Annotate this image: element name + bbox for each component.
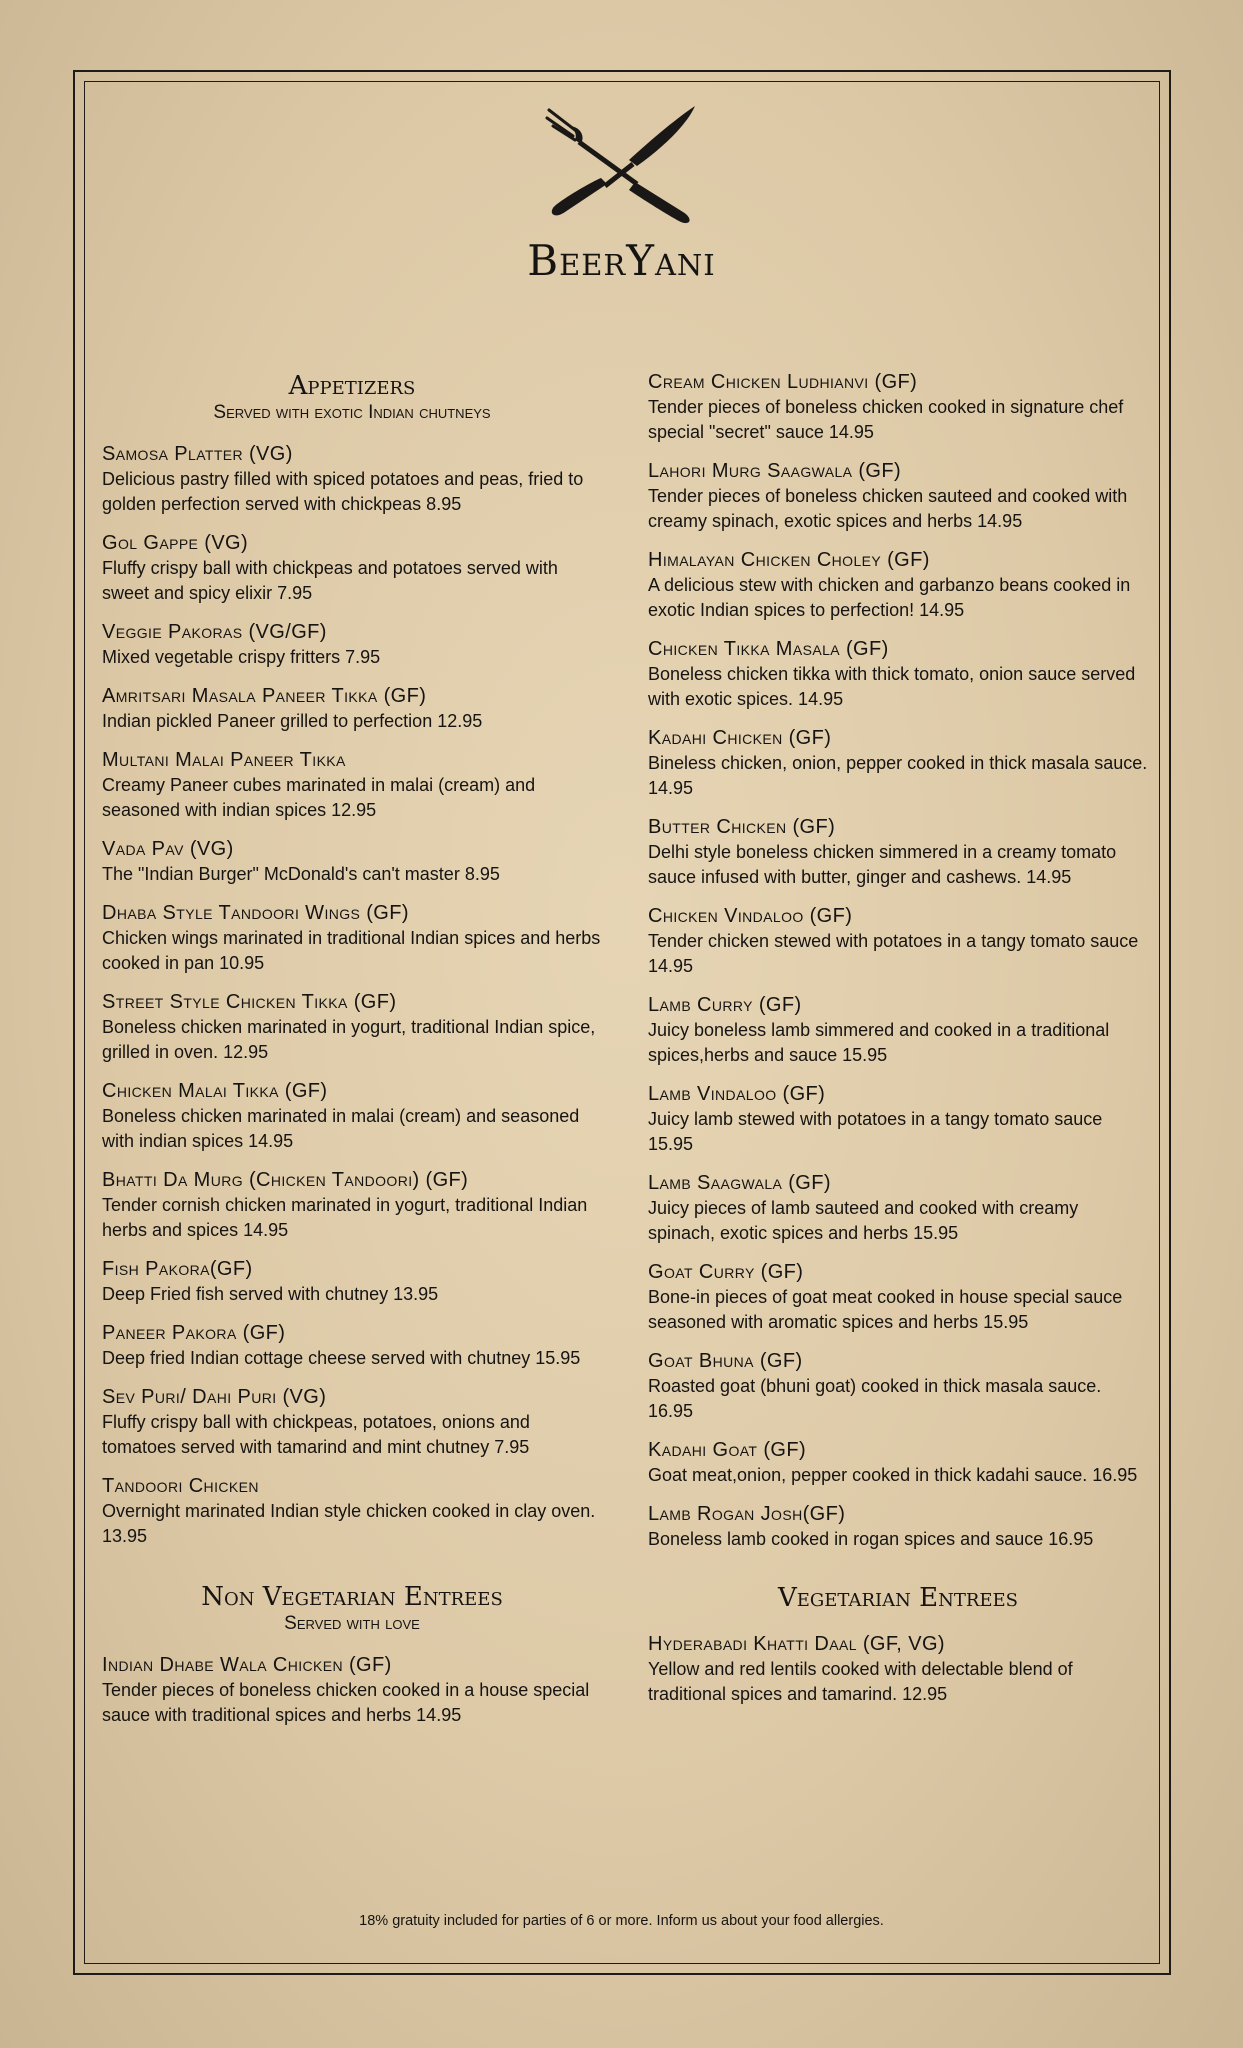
menu-item-description: Delhi style boneless chicken simmered in a creamy tomato sauce infused with butter, ginger and cashews. 14.95	[648, 842, 1117, 887]
menu-item	[102, 620, 602, 670]
menu-item-description: Tender pieces of boneless chicken cooked in signature chef special "secret" sauce 14.95	[648, 397, 1124, 442]
menu-item	[648, 1632, 1148, 1707]
menu-item-name: Goat Bhuna (GF)	[648, 1350, 803, 1372]
menu-item-name: Himalayan Chicken Choley (GF)	[648, 549, 930, 571]
left-column	[102, 370, 602, 1742]
section-subtitle-non-veg: Served with love	[284, 1613, 420, 1634]
menu-item	[102, 1079, 602, 1154]
menu-item	[648, 1082, 1148, 1157]
menu-item	[648, 993, 1148, 1068]
menu-item-description: Chicken wings marinated in traditional Indian spices and herbs cooked in pan 10.95	[102, 928, 601, 973]
menu-item-name: Chicken Vindaloo (GF)	[648, 905, 853, 927]
crossed-fork-knife-icon	[545, 104, 697, 228]
menu-item-description: Juicy boneless lamb simmered and cooked in a traditional spices,herbs and sauce 15.95	[648, 1020, 1110, 1065]
menu-item-name: Lamb Vindaloo (GF)	[648, 1083, 826, 1105]
menu-item	[648, 1438, 1148, 1488]
menu-item	[102, 748, 602, 823]
menu-item-name: Bhatti Da Murg (Chicken Tandoori) (GF)	[102, 1169, 469, 1191]
menu-item-name: Amritsari Masala Paneer Tikka (GF)	[102, 685, 427, 707]
menu-item-description: Bineless chicken, onion, pepper cooked in thick masala sauce. 14.95	[648, 753, 1148, 798]
menu-item-description: Creamy Paneer cubes marinated in malai (cream) and seasoned with indian spices 12.95	[102, 775, 536, 820]
menu-item-description: Goat meat,onion, pepper cooked in thick kadahi sauce. 16.95	[648, 1465, 1138, 1485]
menu-item	[102, 1474, 602, 1549]
menu-item	[102, 1168, 602, 1243]
menu-item-name: Gol Gappe (VG)	[102, 532, 249, 554]
menu-item-name: Multani Malai Paneer Tikka	[102, 749, 346, 771]
menu-item-description: A delicious stew with chicken and garbanzo beans cooked in exotic Indian spices to perfection! 14.95	[648, 575, 1131, 620]
menu-item	[648, 370, 1148, 445]
menu-item-description: Fluffy crispy ball with chickpeas and potatoes served with sweet and spicy elixir 7.95	[102, 558, 558, 603]
section-title-appetizers: Appetizers	[288, 371, 416, 401]
menu-item-name: Veggie Pakoras (VG/GF)	[102, 621, 327, 643]
menu-item-name: Paneer Pakora (GF)	[102, 1322, 286, 1344]
menu-item	[102, 684, 602, 734]
menu-item-description: Tender chicken stewed with potatoes in a tangy tomato sauce 14.95	[648, 931, 1139, 976]
menu-item	[648, 1502, 1148, 1552]
menu-item-name: Street Style Chicken Tikka (GF)	[102, 991, 397, 1013]
menu-item-description: Deep Fried fish served with chutney 13.95	[102, 1284, 439, 1304]
menu-item-description: Tender pieces of boneless chicken cooked in a house special sauce with traditional spices and herbs 14.95	[102, 1680, 590, 1725]
section-subtitle-appetizers: Served with exotic Indian chutneys	[213, 402, 491, 423]
menu-item-name: Chicken Malai Tikka (GF)	[102, 1080, 328, 1102]
menu-item	[648, 815, 1148, 890]
menu-item-description: Boneless chicken marinated in yogurt, traditional Indian spice, grilled in oven. 12.95	[102, 1017, 596, 1062]
menu-item-description: Fluffy crispy ball with chickpeas, potatoes, onions and tomatoes served with tamarind and mint chutney 7.95	[102, 1412, 530, 1457]
menu-item-description: Deep fried Indian cottage cheese served with chutney 15.95	[102, 1348, 581, 1368]
menu-item	[648, 726, 1148, 801]
menu-item-description: Yellow and red lentils cooked with delectable blend of traditional spices and tamarind. 12.95	[648, 1659, 1073, 1704]
non-veg-list-right	[648, 370, 1148, 1552]
section-title-non-veg: Non Vegetarian Entrees	[201, 1582, 503, 1612]
menu-item-description: Mixed vegetable crispy fritters 7.95	[102, 647, 381, 667]
menu-item-name: Chicken Tikka Masala (GF)	[648, 638, 889, 660]
menu-item	[102, 1321, 602, 1371]
menu-item-name: Samosa Platter (VG)	[102, 443, 293, 465]
menu-item	[648, 548, 1148, 623]
menu-item-name: Lamb Curry (GF)	[648, 994, 802, 1016]
menu-item-name: Kadahi Chicken (GF)	[648, 727, 832, 749]
menu-item	[648, 459, 1148, 534]
menu-item-description: Boneless chicken tikka with thick tomato, onion sauce served with exotic spices. 14.95	[648, 664, 1136, 709]
right-column	[648, 370, 1148, 1721]
menu-item-name: Kadahi Goat (GF)	[648, 1439, 807, 1461]
menu-item-name: Dhaba Style Tandoori Wings (GF)	[102, 902, 409, 924]
menu-item-description: Overnight marinated Indian style chicken cooked in clay oven. 13.95	[102, 1501, 596, 1546]
menu-item	[648, 1171, 1148, 1246]
menu-item-name: Butter Chicken (GF)	[648, 816, 836, 838]
appetizers-list	[102, 442, 602, 1549]
menu-item-description: Tender cornish chicken marinated in yogurt, traditional Indian herbs and spices 14.95	[102, 1195, 588, 1240]
menu-item-name: Indian Dhabe Wala Chicken (GF)	[102, 1654, 392, 1676]
non-veg-list-left	[102, 1653, 602, 1728]
menu-item-name: Fish Pakora(GF)	[102, 1258, 253, 1280]
menu-item	[648, 1260, 1148, 1335]
menu-item	[102, 901, 602, 976]
menu-item-description: Indian pickled Paneer grilled to perfection 12.95	[102, 711, 483, 731]
menu-item	[648, 1349, 1148, 1424]
menu-item-name: Sev Puri/ Dahi Puri (VG)	[102, 1386, 327, 1408]
restaurant-name: BeerYani	[527, 236, 716, 285]
menu-item	[102, 990, 602, 1065]
menu-item-name: Vada Pav (VG)	[102, 838, 234, 860]
menu-item-description: Delicious pastry filled with spiced potatoes and peas, fried to golden perfection served with chickpeas 8.95	[102, 469, 584, 514]
menu-item	[102, 837, 602, 887]
menu-item	[648, 637, 1148, 712]
menu-item	[102, 1653, 602, 1728]
menu-item	[102, 1257, 602, 1307]
menu-item-name: Hyderabadi Khatti Daal (GF, VG)	[648, 1633, 945, 1655]
menu-item	[648, 904, 1148, 979]
footer-note: 18% gratuity included for parties of 6 or more. Inform us about your food allergies.	[359, 1913, 884, 1929]
veg-list	[648, 1632, 1148, 1707]
menu-item-description: Juicy lamb stewed with potatoes in a tangy tomato sauce 15.95	[648, 1109, 1103, 1154]
menu-item	[102, 1385, 602, 1460]
menu-item-description: Juicy pieces of lamb sauteed and cooked with creamy spinach, exotic spices and herbs 15.95	[648, 1198, 1079, 1243]
menu-item-name: Cream Chicken Ludhianvi (GF)	[648, 371, 918, 393]
menu-item-description: Roasted goat (bhuni goat) cooked in thick masala sauce. 16.95	[648, 1376, 1102, 1421]
menu-item	[102, 442, 602, 517]
menu-item-description: Boneless lamb cooked in rogan spices and sauce 16.95	[648, 1529, 1094, 1549]
menu-item-name: Lamb Rogan Josh(GF)	[648, 1503, 846, 1525]
menu-item-description: Bone-in pieces of goat meat cooked in house special sauce seasoned with aromatic spices and herbs 15.95	[648, 1287, 1123, 1332]
menu-item-name: Goat Curry (GF)	[648, 1261, 804, 1283]
menu-item-description: The "Indian Burger" McDonald's can't master 8.95	[102, 864, 500, 884]
menu-item-description: Boneless chicken marinated in malai (cream) and seasoned with indian spices 14.95	[102, 1106, 580, 1151]
menu-item-description: Tender pieces of boneless chicken sauteed and cooked with creamy spinach, exotic spices and herbs 14.95	[648, 486, 1128, 531]
menu-item-name: Tandoori Chicken	[102, 1475, 259, 1497]
section-title-veg: Vegetarian Entrees	[777, 1583, 1019, 1613]
menu-item-name: Lahori Murg Saagwala (GF)	[648, 460, 902, 482]
menu-item	[102, 531, 602, 606]
menu-item-name: Lamb Saagwala (GF)	[648, 1172, 831, 1194]
